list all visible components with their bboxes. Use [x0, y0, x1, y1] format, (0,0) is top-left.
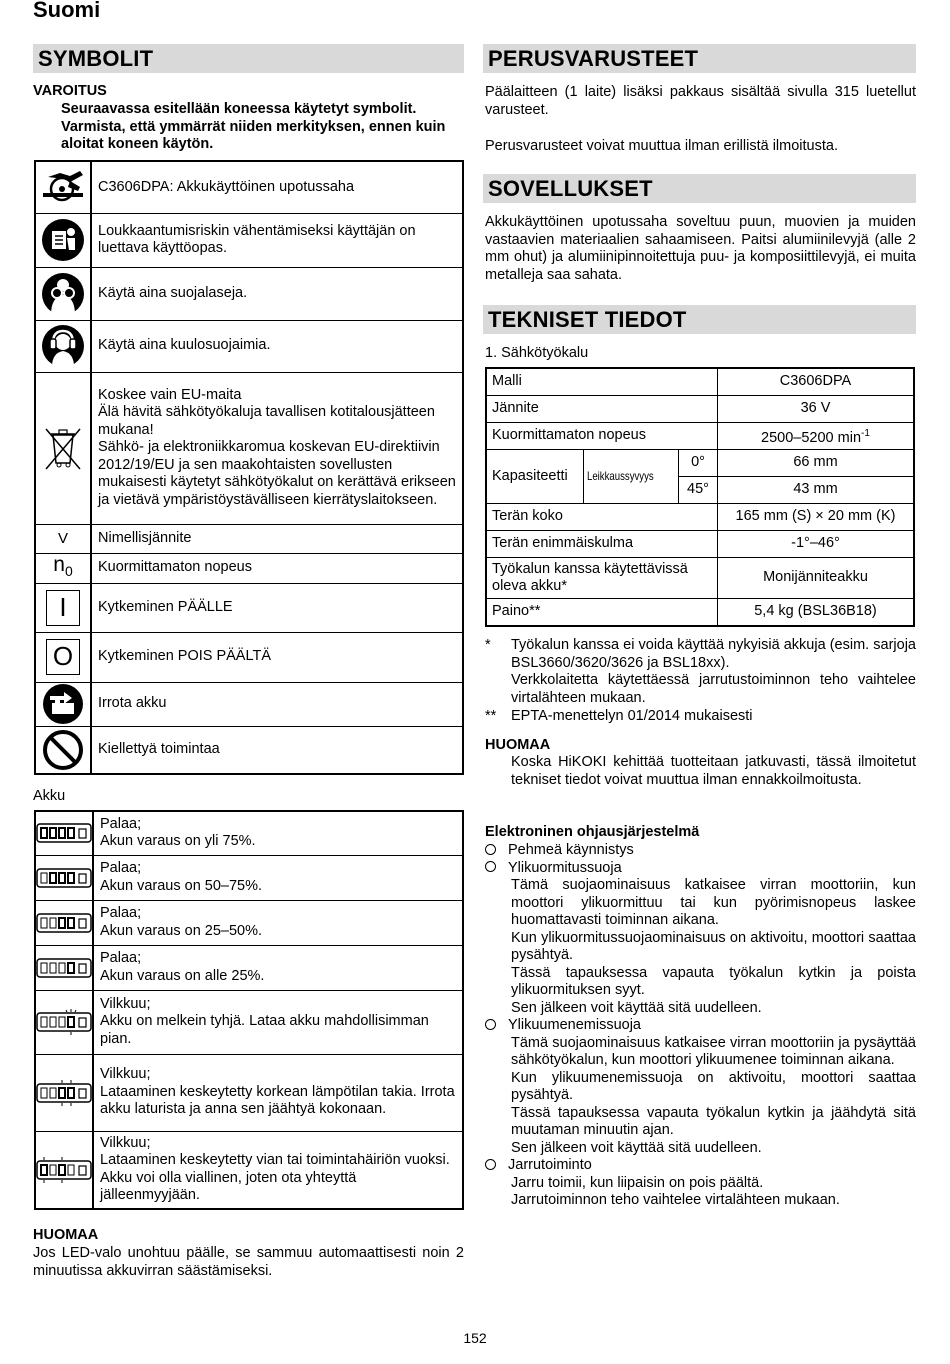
battery-desc: Akku on melkein tyhjä. Lataa akku mahdollisimman pian. — [100, 1013, 429, 1047]
spec-value: 36 V — [718, 396, 915, 423]
electronic-item — [485, 860, 916, 1018]
symbol-text: Kiellettyä toimintaa — [91, 726, 463, 774]
footnote-mark: ** — [485, 708, 497, 724]
section-title-sovellukset: SOVELLUKSET — [483, 174, 916, 203]
battery-desc: Akun varaus on 50–75%. — [100, 877, 263, 894]
symbol-icon-cell — [35, 372, 91, 524]
symbol-icon-cell — [35, 161, 91, 213]
spec-row — [486, 396, 914, 423]
switch-off-glyph: O — [52, 641, 74, 672]
electronic-title: Elektroninen ohjausjärjestelmä — [485, 824, 700, 840]
electronic-item — [485, 1017, 916, 1157]
battery-icon-cell — [35, 811, 93, 855]
spec-note-label: HUOMAA — [485, 737, 551, 753]
spec-value — [718, 423, 915, 450]
spec-row — [486, 558, 914, 599]
battery-desc: Akun varaus on 25–50%. — [100, 922, 263, 939]
symbol-text: Loukkaantumisriskin vähentämiseksi käyttäjän on luettava käyttöopas. — [91, 213, 463, 267]
battery-3-bars-icon — [36, 868, 92, 888]
electronic-item-title — [485, 842, 916, 860]
battery-icon-cell — [35, 900, 93, 945]
battery-state: Vilkkuu; — [100, 1066, 151, 1083]
spec-row — [486, 504, 914, 531]
battery-state: Palaa; — [100, 815, 142, 832]
battery-label: Akku — [33, 788, 66, 804]
led-note-text: Jos LED-valo unohtuu päälle, se sammuu automaattisesti noin 2 minuutissa akkuvirran säästämiseksi. — [33, 1245, 464, 1279]
footnote-1 — [485, 637, 916, 707]
spec-sublabel — [584, 450, 679, 504]
spec-label: Kapasiteetti — [486, 450, 584, 504]
footnote-text: EPTA-menettelyn 01/2014 mukaisesti — [511, 708, 753, 724]
language-header: Suomi — [33, 0, 101, 22]
item-title: Ylikuumenemissuoja — [508, 1017, 641, 1033]
spec-angle: 45° — [679, 477, 718, 504]
battery-text — [93, 900, 463, 945]
eu-line: Sähkö- ja elektroniikkaromua koskevan EU-direktiivin 2012/19/EU ja sen maakohtaisten sovellusten mukaisesti käytetyt sähkötyökalut on kerättävä erikseen ja vietävä ympäristöystävälliseen kierrätyslaitokseen. — [98, 439, 456, 508]
spec-label: Kuormittamaton nopeus — [486, 423, 718, 450]
crossed-bin-icon — [43, 425, 83, 471]
spec-value: 43 mm — [718, 477, 915, 504]
electronic-item — [485, 1157, 916, 1210]
symbol-icon-cell — [35, 320, 91, 372]
section-title-perusvarusteet: PERUSVARUSTEET — [483, 44, 916, 73]
symbol-text: Kuormittamaton nopeus — [91, 553, 463, 583]
perusvarusteet-p2: Perusvarusteet voivat muuttua ilman erillistä ilmoitusta. — [485, 138, 838, 154]
voltage-symbol: V — [35, 524, 91, 553]
symbol-icon-cell — [35, 726, 91, 774]
battery-desc: Akun varaus on yli 75%. — [100, 833, 256, 850]
item-line: Kun ylikuumenemissuoja on aktivoitu, moottori saattaa pysähtyä. — [511, 1069, 916, 1103]
symbol-row — [35, 553, 463, 583]
battery-1-bar-icon — [36, 958, 92, 978]
symbol-text: Nimellisjännite — [91, 524, 463, 553]
speed-symbol — [35, 553, 91, 583]
battery-icon-cell — [35, 990, 93, 1054]
battery-state: Vilkkuu; — [100, 1134, 151, 1151]
spec-value: -1°–46° — [718, 531, 915, 558]
spec-label: Malli — [486, 368, 718, 396]
battery-text — [93, 1131, 463, 1209]
symbol-text: C3606DPA: Akkukäyttöinen upotussaha — [98, 178, 355, 195]
bullet-icon — [485, 1159, 496, 1170]
symbol-icon-cell — [35, 583, 91, 632]
battery-blink-3-icon — [36, 1156, 92, 1184]
battery-state: Palaa; — [100, 860, 142, 876]
battery-row — [35, 900, 463, 945]
section-title-symbolit: SYMBOLIT — [33, 44, 464, 73]
led-note-label: HUOMAA — [33, 1227, 99, 1243]
circular-saw-icon — [40, 167, 86, 207]
symbol-row — [35, 213, 463, 267]
item-line: Sen jälkeen voit käyttää sitä uudelleen. — [511, 999, 762, 1016]
bullet-icon — [485, 844, 496, 855]
spec-row — [486, 368, 914, 396]
spec-value: C3606DPA — [718, 368, 915, 396]
item-line: Tässä tapauksessa vapauta työkalun kytkin ja poista ylikuormituksen syyt. — [511, 964, 916, 998]
battery-4-bars-icon — [36, 823, 92, 843]
battery-icon-cell — [35, 1131, 93, 1209]
battery-state: Palaa; — [100, 950, 142, 966]
battery-icon-cell — [35, 945, 93, 990]
item-line: Jarrutoiminnon teho vaihtelee virtalähteen mukaan. — [511, 1192, 840, 1208]
item-line: Tämä suojaominaisuus katkaisee virran moottoriin, kun moottori ylikuormittuu tai kun pyörimisnopeus laskee huomattavasti toiminnan aikana. — [511, 877, 916, 928]
warning-label: VAROITUS — [33, 83, 107, 99]
item-line: Jarru toimii, kun liipaisin on pois päältä. — [511, 1174, 764, 1191]
symbol-icon-cell — [35, 213, 91, 267]
tekniset-subtitle: 1. Sähkötyökalu — [485, 345, 589, 361]
symbol-icon-cell — [35, 682, 91, 726]
bullet-icon — [485, 861, 496, 872]
switch-on-glyph: I — [59, 591, 67, 622]
eu-line: Älä hävitä sähkötyökaluja tavallisen kotitalousjätteen mukana! — [98, 404, 435, 438]
footnote-2 — [485, 708, 916, 726]
battery-desc: Lataaminen keskeytetty korkean lämpötilan takia. Irrota akku laturista ja anna sen jäähtyä kokonaan. — [100, 1083, 455, 1118]
perusvarusteet-p1: Päälaitteen (1 laite) lisäksi pakkaus sisältää sivulla 315 luetellut varusteet. — [485, 84, 916, 118]
symbol-row — [35, 372, 463, 524]
spec-table — [485, 367, 915, 627]
bullet-icon — [485, 1019, 496, 1030]
disconnect-battery-icon — [42, 683, 84, 725]
electronic-item-title — [485, 1017, 916, 1035]
symbol-text: Irrota akku — [91, 682, 463, 726]
symbol-text: Käytä aina suojalaseja. — [91, 267, 463, 320]
electronic-item — [485, 842, 916, 860]
battery-row — [35, 945, 463, 990]
battery-icon-cell — [35, 855, 93, 900]
symbols-table — [34, 160, 464, 775]
section-title-tekniset: TEKNISET TIEDOT — [483, 305, 916, 334]
item-line: Kun ylikuormitussuojaominaisuus on aktivoitu, moottori saattaa pysähtyä. — [511, 929, 916, 963]
symbol-row — [35, 726, 463, 774]
switch-on-icon — [46, 590, 80, 626]
battery-row — [35, 855, 463, 900]
spec-row — [486, 599, 914, 627]
battery-row — [35, 811, 463, 855]
spec-label: Paino** — [486, 599, 718, 627]
item-title: Ylikuormitussuoja — [508, 859, 622, 876]
spec-label: Jännite — [486, 396, 718, 423]
speed-symbol-sub: 0 — [64, 562, 73, 579]
spec-note-text: Koska HiKOKI kehittää tuotteitaan jatkuvasti, tässä ilmoitetut tekniset tiedot voivat muuttua ilman ennakkoilmoitusta. — [511, 754, 916, 788]
footnote-line: Työkalun kanssa ei voida käyttää nykyisiä akkuja (esim. sarjoja BSL3660/3620/3626 ja BSL18xx). — [511, 637, 916, 671]
spec-value: 5,4 kg (BSL36B18) — [718, 599, 915, 627]
battery-table — [34, 810, 464, 1210]
battery-desc: Lataaminen keskeytetty vian tai toimintahäiriön vuoksi. Akku voi olla viallinen, joten ota yhteyttä jälleenmyyjään. — [100, 1152, 450, 1204]
spec-row — [486, 531, 914, 558]
battery-desc: Akun varaus on alle 25%. — [100, 967, 265, 984]
cutting-depth-label: Leikkaussyvyys — [587, 468, 654, 483]
battery-2-bars-icon — [36, 913, 92, 933]
speed-value: 2500–5200 min — [761, 429, 862, 446]
electronic-list — [485, 842, 916, 1210]
symbol-icon-cell — [35, 632, 91, 682]
item-title: Jarrutoiminto — [508, 1157, 592, 1173]
battery-state: Palaa; — [100, 905, 142, 921]
item-line: Sen jälkeen voit käyttää sitä uudelleen. — [511, 1139, 762, 1156]
spec-row — [486, 450, 914, 477]
warning-text: Seuraavassa esitellään koneessa käytetyt symbolit. Varmista, että ymmärrät niiden merkityksen, ennen kuin aloitat koneen käytön. — [61, 101, 446, 152]
battery-blink-2-icon — [36, 1079, 92, 1107]
page-number: 152 — [463, 1330, 487, 1346]
switch-off-icon — [46, 639, 80, 675]
read-manual-icon — [40, 217, 86, 263]
ear-protection-icon — [40, 323, 86, 369]
speed-unit-sup: -1 — [861, 427, 870, 439]
battery-row — [35, 990, 463, 1054]
spec-value: Monijänniteakku — [718, 558, 915, 599]
battery-text — [93, 945, 463, 990]
eu-disposal-text — [91, 372, 463, 524]
electronic-item-title — [485, 1157, 916, 1175]
battery-icon-cell — [35, 1054, 93, 1131]
spec-value: 165 mm (S) × 20 mm (K) — [718, 504, 915, 531]
battery-row — [35, 1131, 463, 1209]
spec-row — [486, 423, 914, 450]
symbol-text: Kytkeminen PÄÄLLE — [91, 583, 463, 632]
spec-label: Työkalun kanssa käytettävissä oleva akku* — [486, 558, 718, 599]
item-title: Pehmeä käynnistys — [508, 842, 634, 858]
symbol-text: Käytä aina kuulosuojaimia. — [91, 320, 463, 372]
battery-blink-1-icon — [36, 1008, 92, 1036]
symbol-row — [35, 632, 463, 682]
safety-glasses-icon — [40, 271, 86, 317]
battery-text — [93, 990, 463, 1054]
spec-angle: 0° — [679, 450, 718, 477]
symbol-text: Kytkeminen POIS PÄÄLTÄ — [91, 632, 463, 682]
sovellukset-text: Akkukäyttöinen upotussaha soveltuu puun, muovien ja muiden vastaavien materiaalien sahaamiseen. Paitsi alumiinilevyjä (alle 2 mm ohut) ja alumiinipinnoitettuja puu- ja komposiittilevyjä, ei muita metalleja saa sahata. — [485, 214, 916, 283]
battery-text — [93, 855, 463, 900]
spec-label: Terän enimmäiskulma — [486, 531, 718, 558]
spec-label: Terän koko — [486, 504, 718, 531]
battery-text — [93, 811, 463, 855]
speed-symbol-n: n — [53, 552, 65, 576]
item-line: Tässä tapauksessa vapauta työkalun kytkin ja jäähdytä sitä muutaman minuutin ajan. — [511, 1104, 916, 1138]
eu-line: Koskee vain EU-maita — [98, 386, 242, 403]
battery-row — [35, 1054, 463, 1131]
symbol-row — [35, 267, 463, 320]
battery-state: Vilkkuu; — [100, 995, 151, 1012]
battery-text — [93, 1054, 463, 1131]
item-line: Tämä suojaominaisuus katkaisee virran moottoriin ja pysäyttää sähkötyökalun, kun moottori ylikuumenee toiminnan aikana. — [511, 1034, 916, 1068]
footnote-mark: * — [485, 637, 491, 653]
symbol-row — [35, 320, 463, 372]
footnote-line: Verkkolaitetta käytettäessä jarrutustoiminnon teho vaihtelee virtalähteen mukaan. — [511, 672, 916, 706]
footnote-text — [511, 637, 916, 707]
electronic-item-title — [485, 860, 916, 878]
symbol-row — [35, 161, 463, 213]
symbol-row — [35, 524, 463, 553]
symbol-row — [35, 682, 463, 726]
spec-value: 66 mm — [718, 450, 915, 477]
prohibited-icon — [42, 729, 84, 771]
symbol-row — [35, 583, 463, 632]
symbol-icon-cell — [35, 267, 91, 320]
